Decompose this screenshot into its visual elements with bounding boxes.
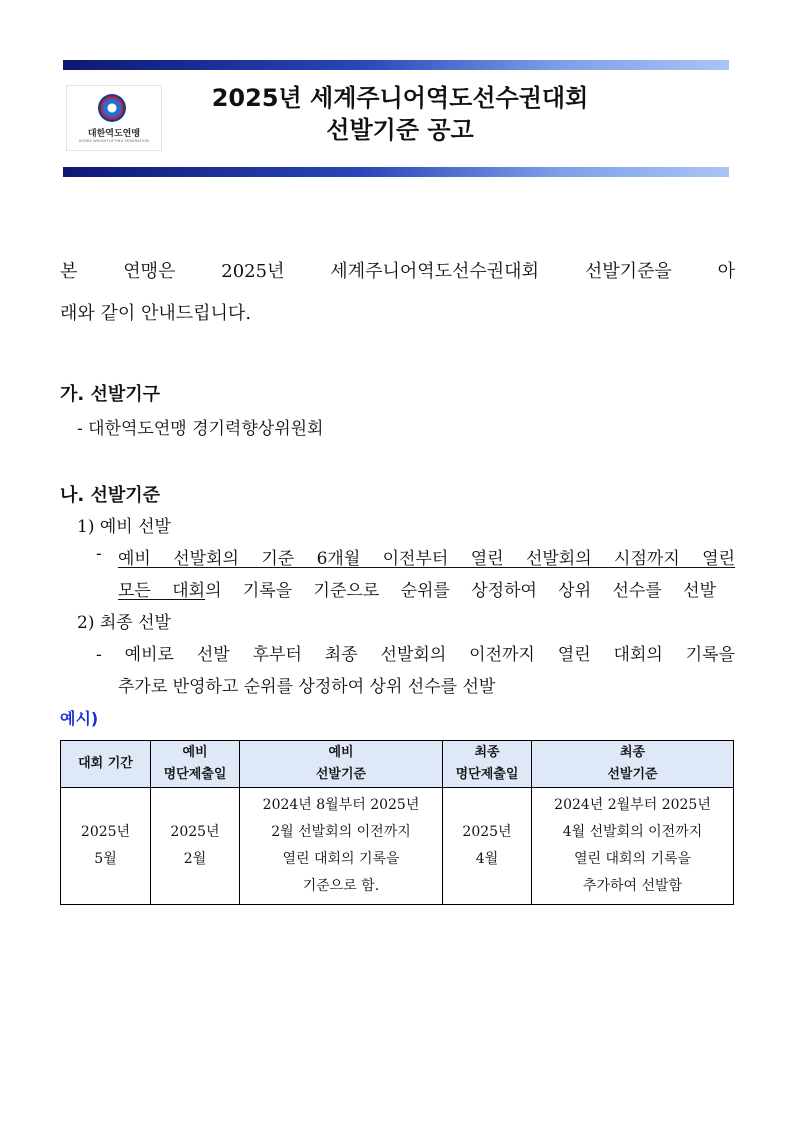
example-table-header-row (61, 741, 734, 788)
page-title-line1: 2025년 세계주니어역도선수권대회 (211, 84, 589, 112)
sub2-line2: 추가로 반영하고 순위를 상정하여 상위 선수를 선발 (118, 677, 496, 697)
sub1-dash: - (96, 544, 102, 564)
federation-logo (66, 85, 162, 151)
cell-final-submission: 2025년 4월 (443, 788, 532, 905)
sub2-line1: - 예비로 선발 후부터 최종 선발회의 이전까지 열린 대회의 기록을 (96, 645, 735, 665)
logo-subtitle: KOREA WEIGHTLIFTING FEDERATION (79, 139, 149, 143)
sub1-line2-rest: 의 기록을 기준으로 순위를 상정하여 상위 선수를 선발 (205, 581, 716, 601)
header-competition-period: 대회 기간 (61, 741, 151, 788)
sub1-line1: 예비 선발회의 기준 6개월 이전부터 열린 선발회의 시점까지 열린 (118, 549, 735, 569)
intro-line2: 래와 같이 안내드립니다. (60, 303, 252, 324)
header-final-submission: 최종 명단제출일 (443, 741, 532, 788)
header-final-criteria: 최종 선발기준 (532, 741, 734, 788)
intro-line1: 본 연맹은 2025년 세계주니어역도선수권대회 선발기준을 아 (60, 261, 735, 282)
table-row (61, 788, 734, 905)
page-title (190, 82, 610, 146)
sub1-line2 (118, 576, 716, 601)
section-ga-heading: 가. 선발기구 (60, 384, 161, 405)
section-na-sub2-label: 2) 최종 선발 (77, 613, 171, 633)
header-preliminary-criteria: 예비 선발기준 (240, 741, 443, 788)
example-table (60, 740, 734, 905)
cell-preliminary-submission: 2025년 2월 (151, 788, 240, 905)
section-na-heading: 나. 선발기준 (60, 485, 161, 506)
cell-final-criteria: 2024년 2월부터 2025년 4월 선발회의 이전까지 열린 대회의 기록을 추가하여 선발함 (532, 788, 734, 905)
section-na-sub1-label: 1) 예비 선발 (77, 517, 171, 537)
example-label: 예시) (60, 709, 99, 728)
header-preliminary-submission: 예비 명단제출일 (151, 741, 240, 788)
section-ga-item: - 대한역도연맹 경기력향상위원회 (77, 419, 324, 439)
logo-name: 대한역도연맹 (87, 129, 141, 139)
federation-emblem-icon (98, 94, 126, 122)
sub1-line2-underlined: 모든 대회 (118, 581, 206, 601)
cell-preliminary-criteria: 2024년 8월부터 2025년 2월 선발회의 이전까지 열린 대회의 기록을 기준으로 함. (240, 788, 443, 905)
page-title-line2: 선발기준 공고 (326, 116, 474, 144)
header-top-bar (63, 60, 729, 70)
cell-competition-period: 2025년 5월 (61, 788, 151, 905)
header-bottom-bar (63, 167, 729, 177)
